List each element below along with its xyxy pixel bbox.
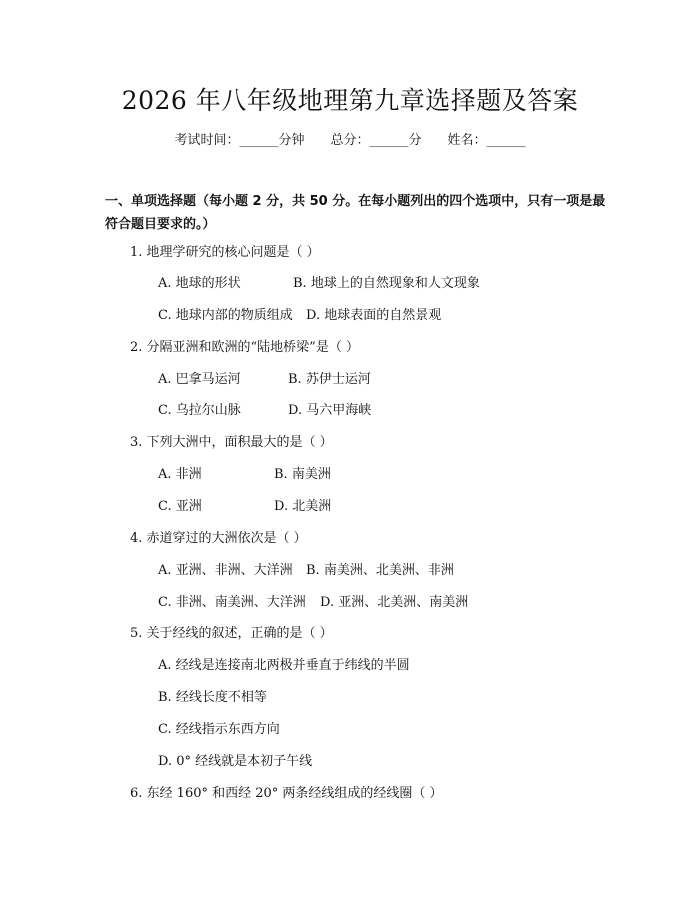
option-c: C. 非洲、南美洲、大洋洲 bbox=[158, 595, 306, 610]
question-stem: 2. 分隔亚洲和欧洲的“陆地桥梁”是（ ） bbox=[130, 340, 359, 355]
question-stem: 6. 东经 160° 和西经 20° 两条经线组成的经线圈（ ） bbox=[130, 786, 443, 801]
exam-info-line bbox=[0, 131, 700, 151]
document-title: 2026 年八年级地理第九章选择题及答案 bbox=[121, 86, 579, 115]
option-a: A. 经线是连接南北两极并垂直于纬线的半圆 bbox=[158, 658, 410, 673]
option-a: A. 亚洲、非洲、大洋洲 bbox=[158, 563, 293, 578]
option-d: D. 0° 经线就是本初子午线 bbox=[158, 754, 313, 769]
option-a: A. 巴拿马运河 bbox=[158, 372, 241, 387]
option-d: D. 马六甲海峡 bbox=[288, 403, 372, 418]
option-b: B. 南美洲 bbox=[274, 467, 331, 482]
section-header: 一、单项选择题（每小题 2 分，共 50 分。在每小题列出的四个选项中，只有一项是最符合题目要求的。） bbox=[105, 194, 606, 232]
option-b: B. 苏伊士运河 bbox=[288, 372, 371, 387]
total-score-label: 总分：______分 bbox=[330, 133, 422, 148]
option-c: C. 地球内部的物质组成 bbox=[158, 308, 293, 323]
option-b: B. 经线长度不相等 bbox=[158, 690, 267, 705]
question-stem: 5. 关于经线的叙述，正确的是（ ） bbox=[130, 626, 333, 641]
question-stem: 1. 地理学研究的核心问题是（ ） bbox=[130, 245, 320, 260]
exam-time-label: 考试时间：______分钟 bbox=[174, 133, 305, 148]
option-d: D. 北美洲 bbox=[274, 499, 332, 514]
option-c: C. 亚洲 bbox=[158, 499, 202, 514]
option-d: D. 地球表面的自然景观 bbox=[306, 308, 442, 323]
option-b: B. 南美洲、北美洲、非洲 bbox=[306, 563, 454, 578]
option-c: C. 乌拉尔山脉 bbox=[158, 403, 241, 418]
option-d: D. 亚洲、北美洲、南美洲 bbox=[320, 595, 469, 610]
option-a: A. 地球的形状 bbox=[158, 276, 241, 291]
option-a: A. 非洲 bbox=[158, 467, 202, 482]
option-b: B. 地球上的自然现象和人文现象 bbox=[293, 276, 480, 291]
option-c: C. 经线指示东西方向 bbox=[158, 722, 280, 737]
student-name-label: 姓名：______ bbox=[447, 133, 526, 148]
question-stem: 4. 赤道穿过的大洲依次是（ ） bbox=[130, 531, 307, 546]
question-stem: 3. 下列大洲中，面积最大的是（ ） bbox=[130, 435, 333, 450]
